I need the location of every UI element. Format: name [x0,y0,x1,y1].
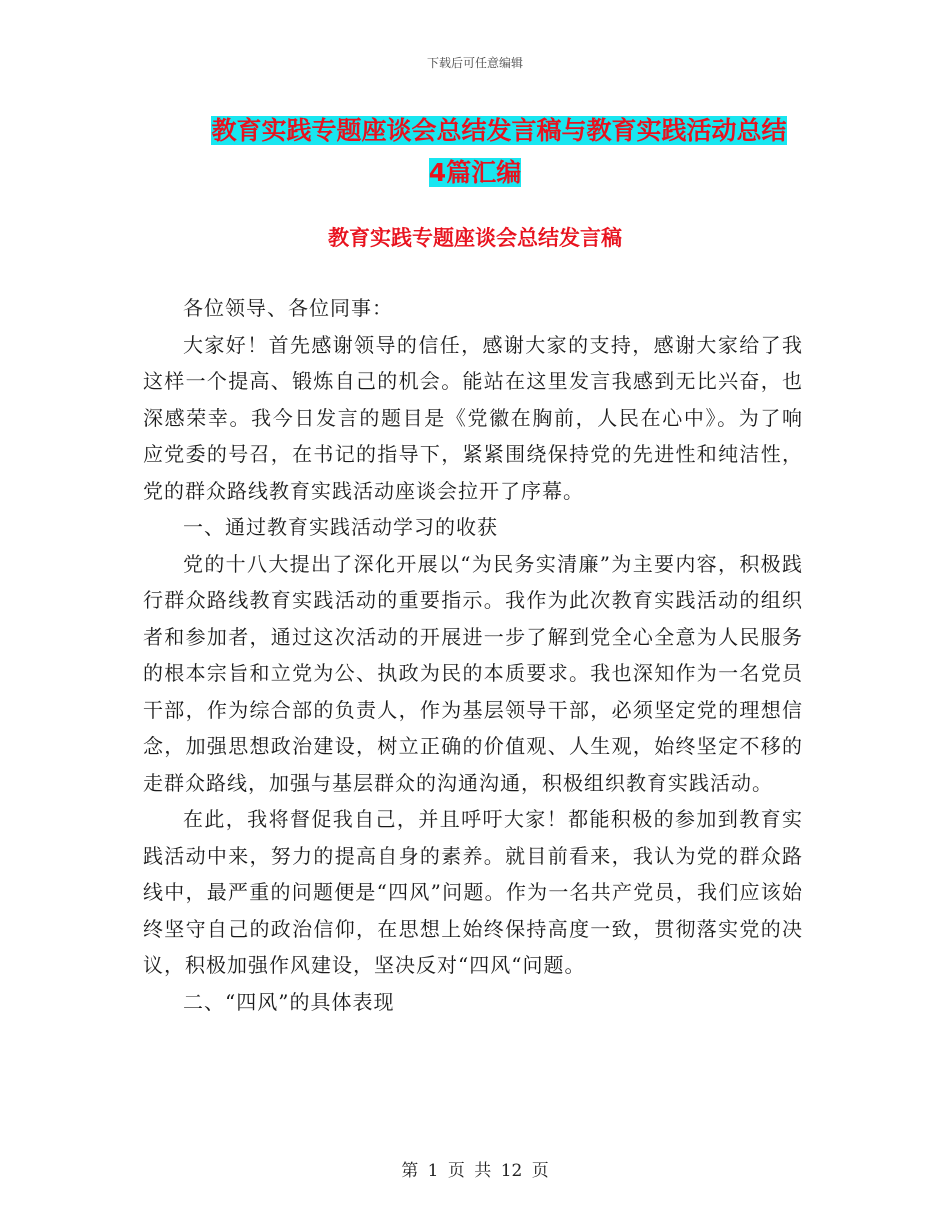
paragraph-salutation: 各位领导、各位同事： [183,296,393,320]
paragraph-four-winds: 在此，我将督促我自己，并且呼吁大家！都能积极的参加到教育实践活动中来，努力的提高自身的素养。就目前看来，我认为党的群众路线中，最严重的问题便是“四风”问题。作为一名共产党员，我们应该始终坚守自己的政治信仰，在思想上始终保持高度一致，贯彻落实党的决议，积极加强作风建设，坚决反对“四风“问题。 [143,807,803,977]
document-title-line-1: 教育实践专题座谈会总结发言稿与教育实践活动总结 [211,116,787,145]
paragraph-section-1: 党的十八大提出了深化开展以“为民务实清廉”为主要内容，积极践行群众路线教育实践活动的重要指示。我作为此次教育实践活动的组织者和参加者，通过这次活动的开展进一步了解到党全心全意为人民服务的根本宗旨和立党为公、执政为民的本质要求。我也深知作为一名党员干部，作为综合部的负责人，作为基层领导干部，必须坚定党的理想信念，加强思想政治建设，树立正确的价值观、人生观，始终坚定不移的走群众路线，加强与基层群众的沟通沟通，积极组织教育实践活动。 [143,551,803,795]
document-title [0,110,950,194]
paragraph-intro: 大家好！首先感谢领导的信任，感谢大家的支持，感谢大家给了我这样一个提高、锻炼自己的机会。能站在这里发言我感到无比兴奋，也深感荣幸。我今日发言的题目是《党徽在胸前，人民在心中》。为了响应党委的号召，在书记的指导下，紧紧围绕保持党的先进性和纯洁性，党的群众路线教育实践活动座谈会拉开了序幕。 [143,332,803,503]
page-header-note: 下载后可任意编辑 [426,56,523,70]
page-footer: 第 1 页 共 12 页 [401,1161,549,1181]
document-title-line-2: 4篇汇编 [428,158,522,187]
heading-section-1: 一、通过教育实践活动学习的收获 [183,515,498,539]
section-title: 教育实践专题座谈会总结发言稿 [328,226,622,250]
document-body [143,290,803,1020]
heading-section-2: 二、“四风”的具体表现 [183,989,395,1014]
